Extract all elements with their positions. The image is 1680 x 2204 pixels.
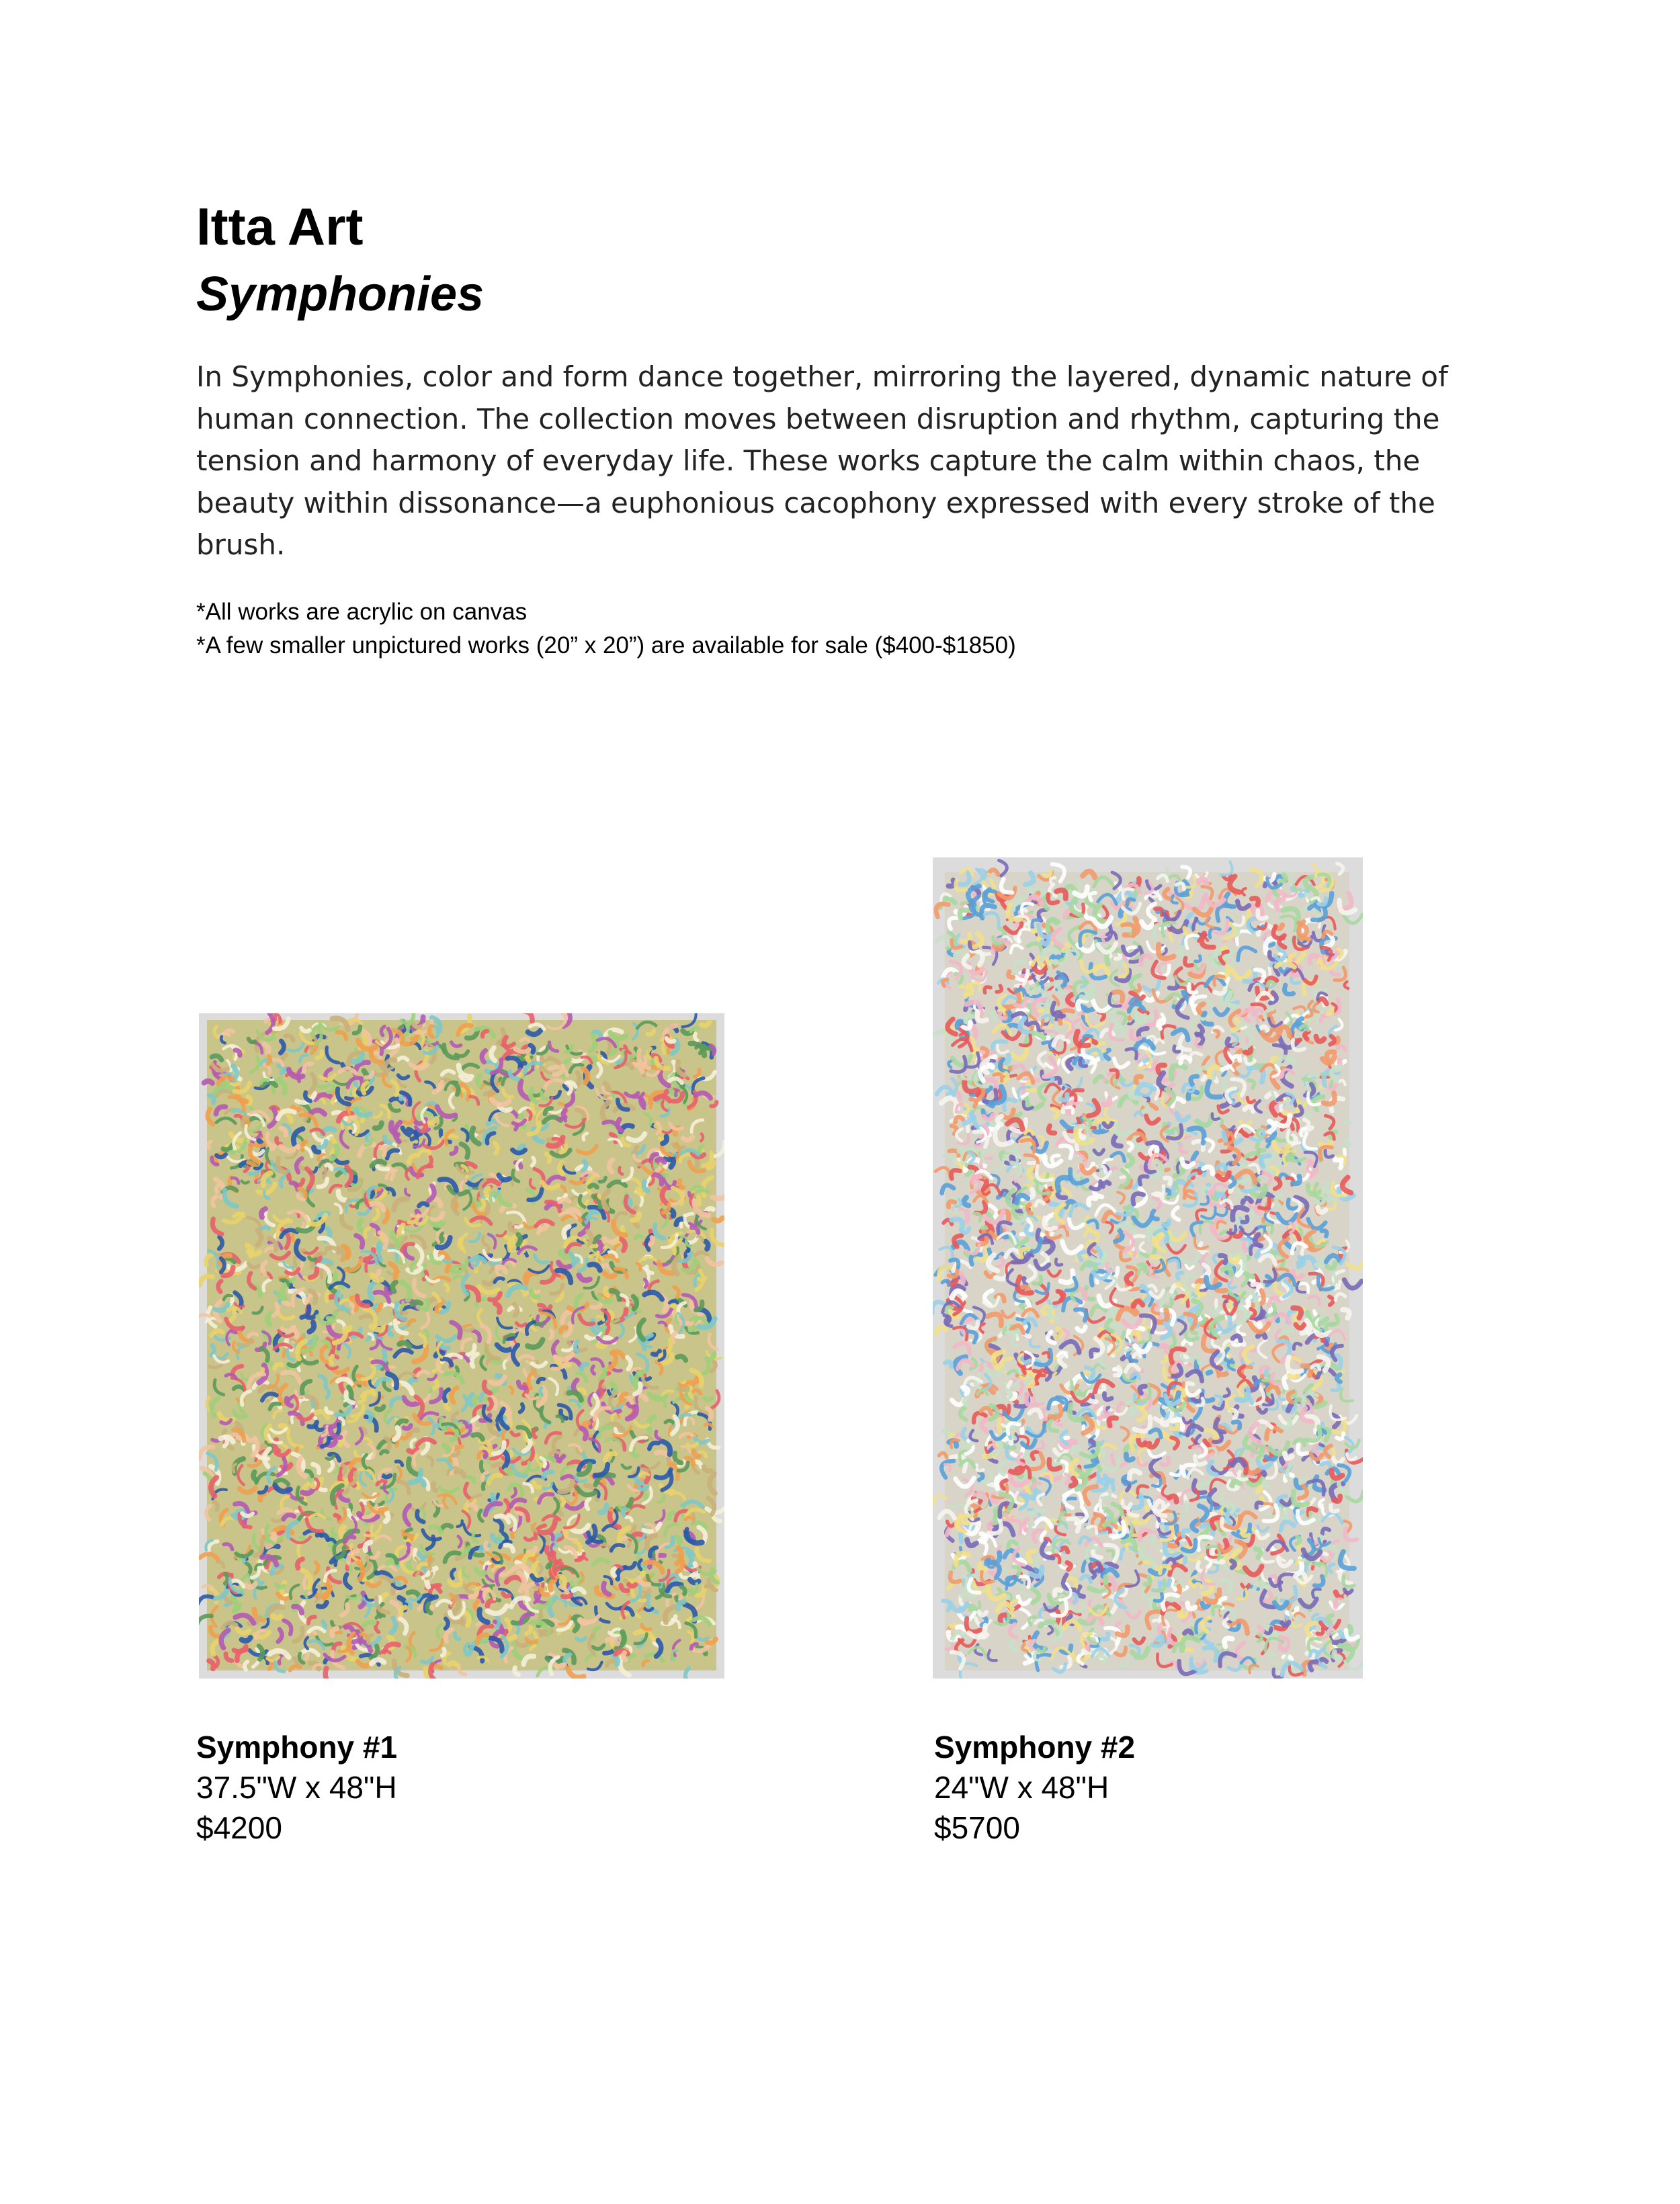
brush-stroke [273, 1615, 281, 1618]
brush-stroke [540, 1388, 542, 1395]
brush-stroke [409, 1449, 417, 1452]
brush-stroke [277, 1584, 284, 1587]
brush-stroke [260, 1445, 267, 1448]
brush-stroke [705, 1398, 712, 1400]
brush-stroke [583, 1161, 586, 1171]
brush-stroke [433, 1483, 435, 1490]
brush-stroke [592, 1366, 594, 1373]
brush-stroke [488, 1456, 490, 1464]
brush-stroke [386, 1514, 388, 1522]
brush-stroke [669, 1301, 677, 1303]
brush-stroke [714, 1218, 722, 1221]
brush-stroke [937, 1327, 946, 1334]
brush-stroke [599, 1242, 601, 1248]
brush-stroke [1347, 1257, 1363, 1269]
painting-symphony-2 [933, 857, 1363, 1679]
painting-symphony-1 [199, 1013, 724, 1679]
brush-stroke [204, 1081, 212, 1083]
brush-stroke [434, 1382, 437, 1388]
brush-stroke [521, 1039, 528, 1041]
note-smaller-works: *A few smaller unpictured works (20” x 20”) are available for sale ($400-$1850) [196, 632, 1016, 659]
brush-stroke [478, 1076, 480, 1086]
brush-stroke [381, 1451, 388, 1454]
artwork-image-symphony-1 [199, 1013, 724, 1679]
brush-stroke [392, 1282, 396, 1291]
brush-stroke [939, 1453, 946, 1457]
brush-stroke [712, 1230, 724, 1246]
brush-stroke [450, 1663, 457, 1665]
brush-stroke [1345, 1528, 1357, 1540]
brush-stroke [690, 1580, 699, 1583]
brush-stroke [589, 1185, 597, 1187]
collection-description: In Symphonies, color and form dance together, mirroring the layered, dynamic nature of human connection. The collection moves between disruption and rhythm, capturing the tension and harmony of everyday life. These works capture the calm within chaos, the beauty within dissonance—a euphonious cacophony expressed with every stroke of the brush. [196, 360, 1448, 561]
brush-stroke [474, 1398, 478, 1404]
brush-stroke [331, 1356, 333, 1363]
brush-stroke [518, 1234, 521, 1244]
brush-stroke [262, 1227, 269, 1229]
brush-stroke [613, 1568, 615, 1576]
notes [196, 595, 1016, 663]
brush-stroke [550, 1330, 553, 1339]
brush-stroke [1347, 1454, 1356, 1460]
brush-stroke [629, 1584, 636, 1586]
brush-stroke [423, 1123, 425, 1131]
brush-stroke [486, 1188, 489, 1195]
brush-stroke [562, 1498, 564, 1505]
brush-stroke [525, 1538, 533, 1540]
collection-subtitle: Symphonies [196, 267, 485, 321]
brush-stroke [398, 1058, 407, 1060]
brush-stroke [1344, 1279, 1361, 1288]
brush-stroke [657, 1159, 665, 1162]
brush-stroke [936, 937, 950, 945]
brush-stroke [224, 1437, 227, 1446]
brush-stroke [650, 1238, 653, 1244]
brush-stroke [624, 1653, 626, 1660]
brush-stroke [622, 1509, 625, 1516]
artwork-image-symphony-2 [933, 857, 1363, 1679]
brush-stroke [246, 1584, 255, 1587]
brush-stroke [534, 1430, 536, 1437]
brush-stroke [685, 1668, 689, 1679]
brush-stroke [376, 1406, 384, 1409]
brush-stroke [485, 1543, 488, 1550]
brush-stroke [560, 1163, 562, 1174]
brush-stroke [460, 1239, 462, 1248]
brush-stroke [442, 1649, 445, 1656]
brush-stroke [934, 1496, 947, 1504]
brush-stroke [419, 1203, 427, 1206]
brush-stroke [680, 1388, 687, 1390]
brush-stroke [485, 1451, 487, 1457]
brush-stroke [705, 1241, 708, 1249]
page-title: Itta Art [196, 197, 364, 256]
brush-stroke [563, 1110, 565, 1117]
note-medium: *All works are acrylic on canvas [196, 599, 528, 625]
